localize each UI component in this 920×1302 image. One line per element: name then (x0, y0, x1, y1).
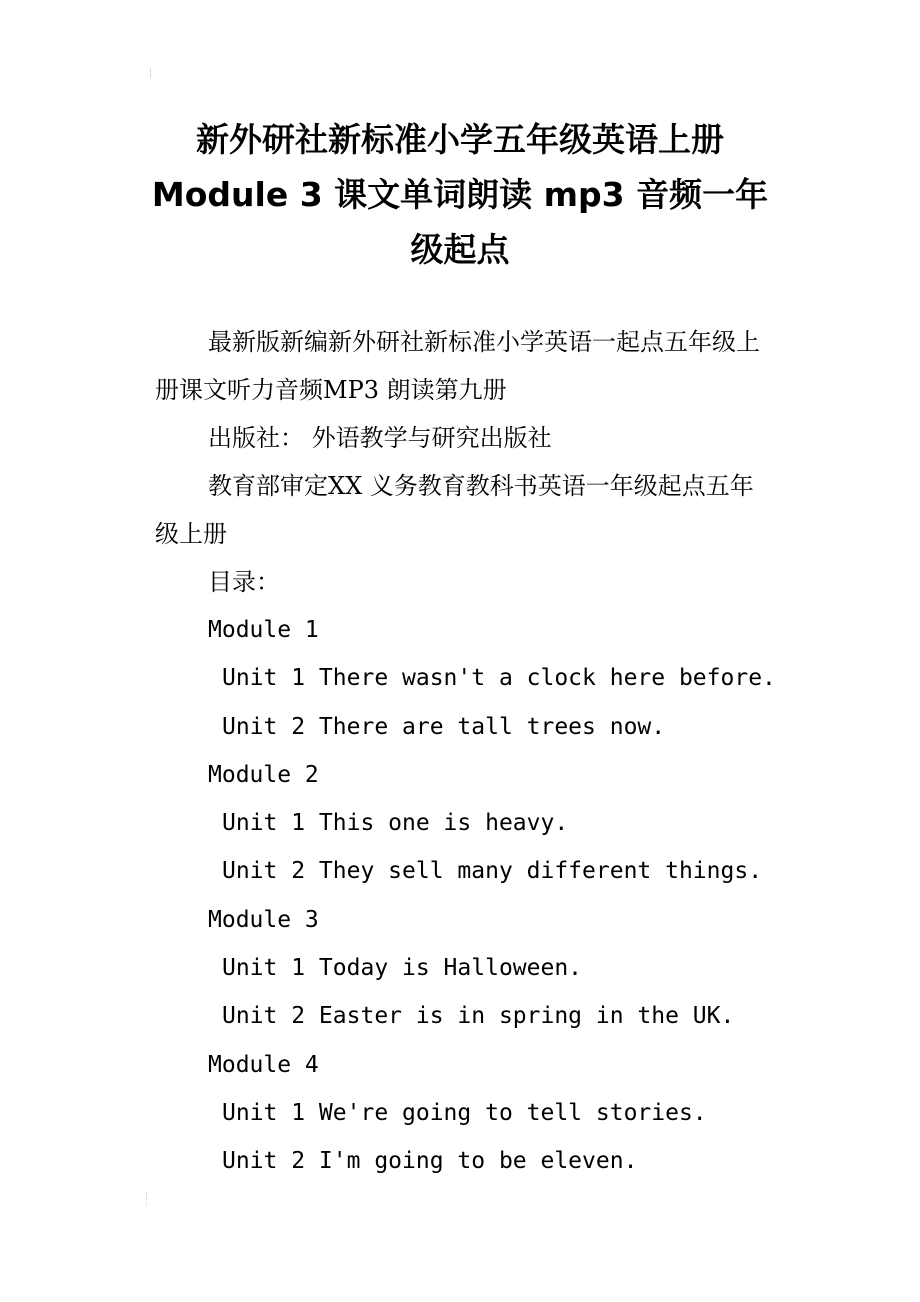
approval-paragraph: 教育部审定XX 义务教育教科书英语一年级起点五年级上册 (155, 472, 754, 548)
toc-unit-item: Unit 1 This one is heavy. (222, 810, 569, 837)
toc-module-heading: Module 2 (208, 761, 319, 788)
toc-unit-item: Unit 1 There wasn't a clock here before. (222, 665, 776, 692)
intro-paragraph: 最新版新编新外研社新标准小学英语一起点五年级上册课文听力音频MP3 朗读第九册 (155, 328, 760, 404)
toc-unit-item: Unit 2 They sell many different things. (222, 858, 763, 885)
toc-unit-item: Unit 2 There are tall trees now. (222, 713, 666, 740)
publisher-line: 出版社： 外语教学与研究出版社 (208, 424, 552, 452)
title-line-3: 级起点 (410, 230, 510, 269)
toc-unit-item: Unit 2 Easter is in spring in the UK. (222, 1003, 735, 1030)
title-line-1: 新外研社新标准小学五年级英语上册 (196, 120, 724, 159)
toc-module-heading: Module 3 (208, 906, 319, 933)
toc-unit-item: Unit 1 We're going to tell stories. (222, 1099, 707, 1126)
toc-module-heading: Module 4 (208, 1051, 319, 1078)
title-line-2: Module 3 课文单词朗读 mp3 音频一年 (151, 175, 769, 214)
crop-mark-bottom (146, 1192, 153, 1206)
toc-unit-item: Unit 2 I'm going to be eleven. (222, 1148, 638, 1175)
toc-label: 目录： (208, 568, 280, 596)
toc-module-heading: Module 1 (208, 617, 319, 643)
document-body (155, 318, 775, 1186)
document-title (140, 112, 780, 277)
crop-mark-top (150, 68, 157, 78)
toc-unit-item: Unit 1 Today is Halloween. (222, 955, 583, 982)
